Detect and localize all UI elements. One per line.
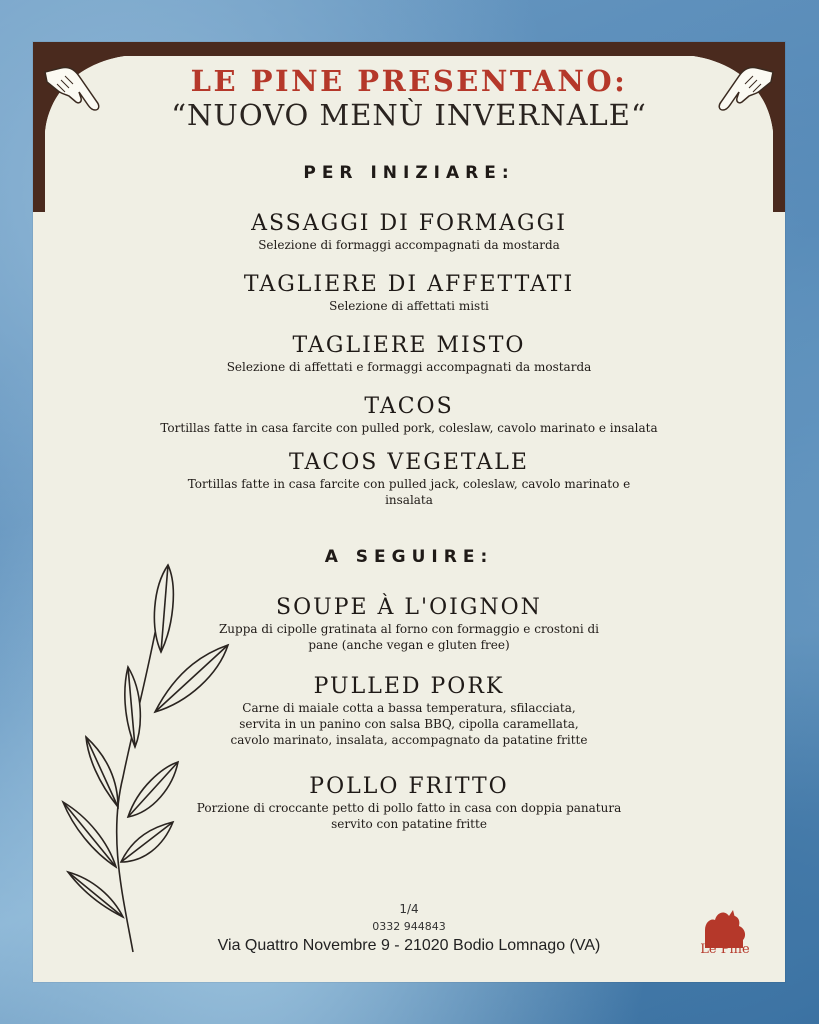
item-desc: Tortillas fatte in casa farcite con pulled pork, coleslaw, cavolo marinato e insalata (160, 421, 658, 435)
item-name: TACOS (364, 394, 454, 419)
item-name: TAGLIERE DI AFFETTATI (243, 272, 575, 297)
menu-item (123, 211, 695, 253)
item-desc: Zuppa di cipolle gratinata al forno con formaggio e crostoni di (218, 622, 600, 636)
item-desc: Carne di maiale cotta a bassa temperatura, sfilacciata, (242, 701, 576, 715)
item-desc: servito con patatine fritte (331, 817, 487, 831)
menu-subtitle: “NUOVO MENÙ INVERNALE“ (171, 98, 647, 132)
leaf-branch-icon (38, 557, 238, 957)
menu-item (123, 450, 695, 508)
item-name: TAGLIERE MISTO (292, 333, 526, 358)
menu-item (123, 333, 695, 375)
le-pine-logo-icon (685, 908, 765, 960)
item-desc: servita in un panino con salsa BBQ, cipolla caramellata, (239, 717, 579, 731)
item-desc: insalata (385, 493, 433, 507)
menu-title: LE PINE PRESENTANO: (190, 64, 628, 98)
section-mains: A SEGUIRE: (324, 547, 494, 567)
phone-number: 0332 944843 (372, 920, 446, 933)
item-desc: Selezione di affettati e formaggi accompagnati da mostarda (226, 360, 592, 374)
item-name: SOUPE À L'OIGNON (276, 595, 542, 620)
item-name: ASSAGGI DI FORMAGGI (251, 211, 567, 236)
item-name: TACOS VEGETALE (289, 450, 529, 475)
menu-card (33, 42, 785, 982)
item-desc: Tortillas fatte in casa farcite con pulled jack, coleslaw, cavolo marinato e (187, 477, 631, 491)
address: Via Quattro Novembre 9 - 21020 Bodio Lomnago (VA) (217, 937, 601, 954)
item-desc: Selezione di affettati misti (329, 299, 489, 313)
menu-item (123, 272, 695, 314)
item-desc: Porzione di croccante petto di pollo fatto in casa con doppia panatura (196, 801, 622, 815)
logo-text: Le Pine (700, 942, 750, 957)
menu-item (93, 394, 725, 436)
item-desc: Selezione di formaggi accompagnati da mostarda (258, 238, 560, 252)
item-name: PULLED PORK (313, 674, 505, 699)
section-starters: PER INIZIARE: (303, 163, 515, 183)
menu-header (33, 64, 785, 132)
item-name: POLLO FRITTO (309, 774, 509, 799)
item-desc: pane (anche vegan e gluten free) (308, 638, 510, 652)
item-desc: cavolo marinato, insalata, accompagnato da patatine fritte (230, 733, 588, 747)
page-number: 1/4 (399, 902, 419, 916)
